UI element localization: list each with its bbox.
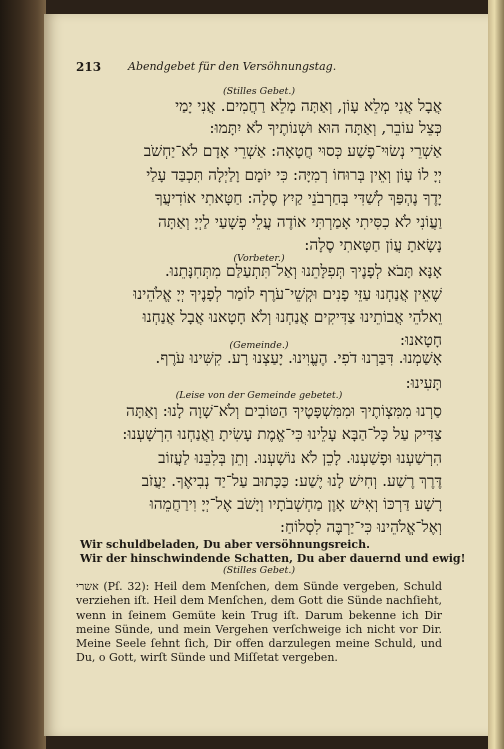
section-label-quiet-congregation: (Leise von der Gemeinde gebetet.) xyxy=(175,390,343,401)
hebrew-line: אָנָּא תָּבֹא לְפָנֶיךָ תְּפִלָּתֵנוּ וְאַל־תִּתְעַלַּם מִתְּחִנָּתֵנוּ. xyxy=(164,262,442,280)
hebrew-line: שֶׁאֵין אֲנַחְנוּ עַזֵּי פָנִים וּקְשֵׁי־עֹרֶף לוֹמַר לְפָנֶיךָ יְיָ אֱלֹהֵינוּ xyxy=(133,285,442,303)
hebrew-line: חָטָאנוּ: xyxy=(399,331,442,349)
hebrew-line: כְּצֵל עוֹבֵר, וְאַתָּה הוּא וּשְׁנוֹתֶיךָ לֹא יִתָּמוּ: xyxy=(209,119,442,137)
hebrew-line: צַדִּיק עַל כָּל־הַבָּא עָלֵינוּ כִּי־אֱמֶת עָשִׂיתָ וַאֲנַחְנוּ הִרְשָׁעְנוּ: xyxy=(122,425,442,443)
hebrew-line: אָשַׁמְנוּ. דִּבַּרְנוּ דֹפִי. הֶעֱוִינוּ. יָעַצְנוּ רָע. קִשִּׁינוּ עֹרֶף. xyxy=(155,349,442,367)
hebrew-line: וַעֲוֹנִי לֹא כִסִּיתִי אָמַרְתִּי אוֹדֶה עֲלֵי פְשָׁעַי לַיְיָ וְאַתָּה xyxy=(157,213,442,231)
german-line: Wir der hinschwindende Schatten, Du aber dauernd und ewig! xyxy=(80,552,466,565)
hebrew-line: יָדֶךָ נֶהְפַּךְ לְשַׁדִּי בְּחַרְבֹנֵי קַיִץ סֶלָה: חַטָּאתִי אוֹדִיעֲךָ xyxy=(154,189,442,207)
hebrew-line: רָשָׁע דַּרְכּוֹ וְאִישׁ אָוֶן מַחְשְׁבֹתָיו וְיָשֹׁב אֶל־יְיָ וִירַחֲמֵהוּ xyxy=(149,495,442,513)
page-edge xyxy=(488,0,504,749)
hebrew-line: אַשְׁרֵי נְשׂוּי־פֶשַׁע כְּסוּי חֲטָאָה: אַשְׁרֵי אָדָם לֹא־יַחְשֹׁב xyxy=(143,142,442,160)
running-header xyxy=(76,60,442,78)
german-line: Wir schuldbeladen, Du aber versöhnungsreich. xyxy=(80,538,370,551)
hebrew-line: דֶּרֶךְ רֶשַׁע. וְחִישׁ לָנוּ יֶשַׁע: כַּכָּתוּב עַל־יַד נְבִיאֶךָ. יַעֲזֹב xyxy=(141,472,442,490)
section-label-silent-prayer-2: (Stilles Gebet.) xyxy=(222,565,296,576)
hebrew-line: סַרְנוּ מִמִּצְוֹתֶיךָ וּמִמִּשְׁפָּטֶיךָ הַטּוֹבִים וְלֹא־שָׁוָה לָנוּ: וְאַתָּה xyxy=(126,402,442,420)
section-label-congregation: (Gemeinde.) xyxy=(229,340,289,351)
section-label-cantor: (Vorbeter.) xyxy=(233,253,285,264)
section-label-silent-prayer: (Stilles Gebet.) xyxy=(222,86,296,97)
hebrew-line: תָּעִינוּ: xyxy=(405,374,442,392)
running-title: Abendgebet für den Versöhnungstag. xyxy=(128,60,337,73)
hebrew-line: וְאֶל־אֱלֹהֵינוּ כִּי־יַרְבֶּה לִסְלוֹחַ: xyxy=(279,518,442,536)
hebrew-line: הִרְשַׁעְנוּ וּפָשַׁעְנוּ. לָכֵן לֹא נוֹשָׁעְנוּ. וְתֵן בְּלִבֵּנוּ לַעֲזוֹב xyxy=(158,449,442,467)
hebrew-line: נָשָׂאתָ עֲוֹן חַטָּאתִי סֶלָה: xyxy=(304,236,442,254)
german-paragraph: אשרי (Pſ. 32): Heil dem Menſchen, dem Sünde vergeben, Schuld verziehen iſt. Heil dem Menſchen, dem Gott die Sünde nachſieht, wenn in ſeinem Gemüte kein Trug iſt. Darum bekenne ich Dir meine Sünde, und mein Vergehen verſchweige ich nicht vor Dir. Meine Seele ſehnt ſich, Dir offen darzulegen meine Schuld, und Du, o Gott, wirſt Sünde und Miſſetat vergeben. xyxy=(76,580,442,665)
hebrew-line: אֲבָל אֲנִי מְלֵא עָוֹן, וְאַתָּה מָלֵא רַחֲמִים. אֲנִי יָמַי xyxy=(175,97,442,115)
page-number: 213 xyxy=(76,60,102,74)
book-spine xyxy=(0,0,46,749)
hebrew-line: יְיָ לוֹ עָוֹן וְאֵין בְּרוּחוֹ רְמִיָּה: כִּי יוֹמָם וָלַיְלָה תִּכְבַּד עָלַי xyxy=(146,166,442,184)
hebrew-line: וֵאלֹהֵי אֲבוֹתֵינוּ צַדִּיקִים אֲנַחְנוּ וְלֹא חָטָאנוּ אֲבָל אֲנַחְנוּ xyxy=(142,308,442,326)
